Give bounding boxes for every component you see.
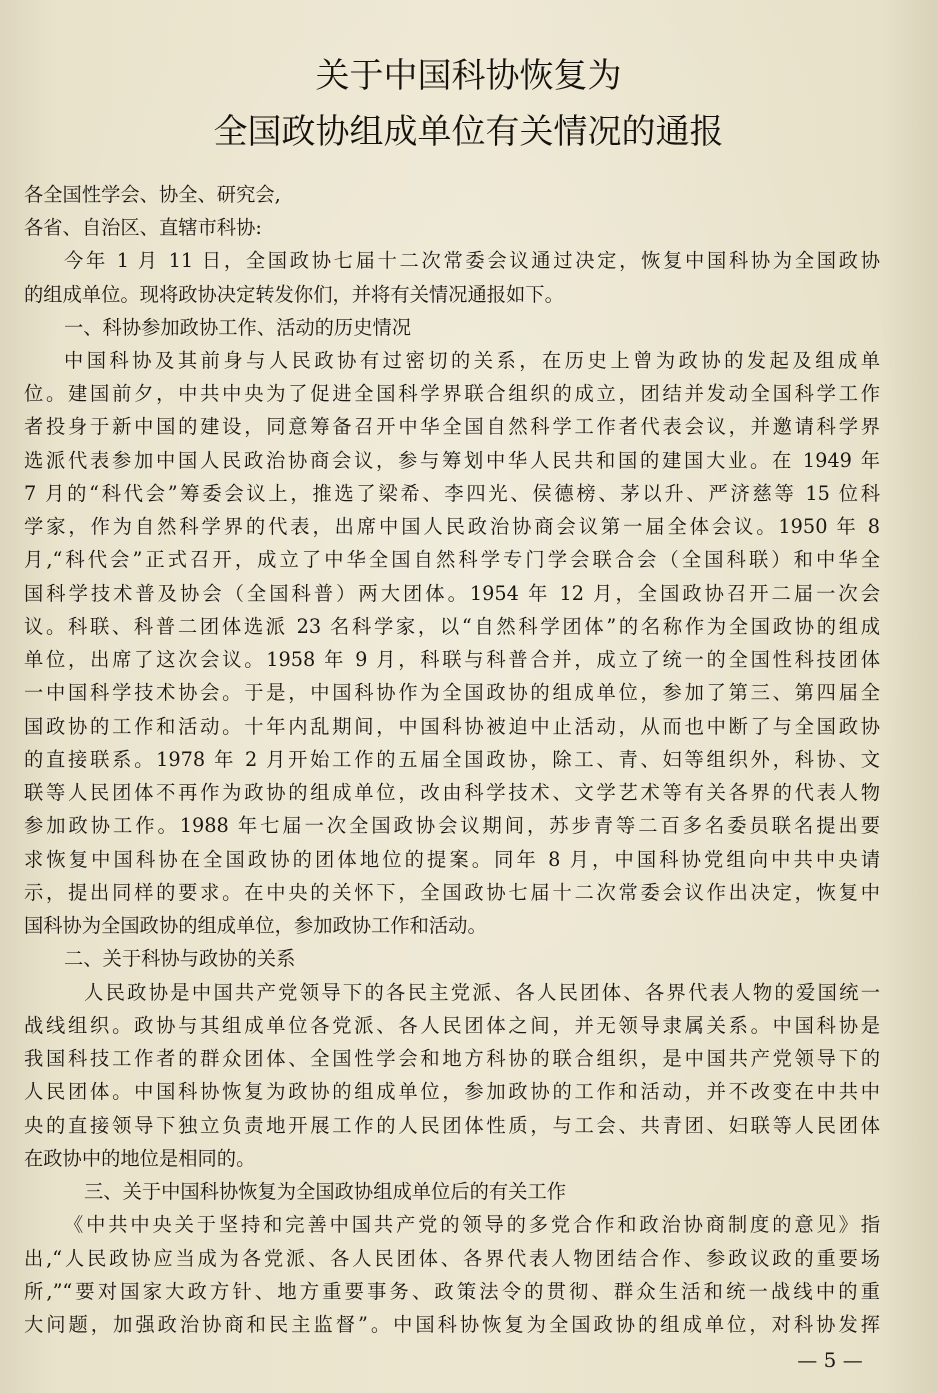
body-line: 战线组织。政协与其组成单位各党派、各人民团体之间，并无领导隶属关系。中国科协是 bbox=[24, 1014, 880, 1037]
document-title-line-2: 全国政协组成单位有关情况的通报 bbox=[213, 112, 724, 152]
section-heading-3: 三、关于中国科协恢复为全国政协组成单位后的有关工作 bbox=[84, 1180, 567, 1203]
document-title-line-1: 关于中国科协恢复为 bbox=[315, 56, 622, 96]
body-line: 者投身于新中国的建设，同意筹备召开中华全国自然科学工作者代表会议，并邀请科学界 bbox=[24, 415, 880, 438]
addressee-line-1: 各全国性学会、协全、研究会, bbox=[24, 183, 281, 206]
body-line: 央的直接领导下独立负责地开展工作的人民团体性质，与工会、共青团、妇联等人民团体 bbox=[24, 1114, 880, 1137]
body-line: 位。建国前夕，中共中央为了促进全国科学界联合组织的成立，团结并发动全国科学工作 bbox=[24, 382, 880, 405]
body-line: 国政协的工作和活动。十年内乱期间，中国科协被迫中止活动，从而也中断了与全国政协 bbox=[24, 715, 880, 738]
body-line: 大问题，加强政治协商和民主监督”。中国科协恢复为全国政协的组成单位，对科协发挥 bbox=[24, 1313, 880, 1336]
addressee-line-2: 各省、自治区、直辖市科协: bbox=[24, 216, 262, 239]
body-line: 求恢复中国科协在全国政协的团体地位的提案。同年 8 月，中国科协党组向中共中央请 bbox=[24, 848, 880, 871]
section-heading-1: 一、科协参加政协工作、活动的历史情况 bbox=[64, 316, 412, 339]
section-heading-2: 二、关于科协与政协的关系 bbox=[64, 947, 296, 970]
body-line: 学家，作为自然科学界的代表，出席中国人民政治协商会议第一届全体会议。1950 年 8 bbox=[24, 515, 880, 538]
body-line: 7 月的“科代会”筹委会议上，推选了梁希、李四光、侯德榜、茅以升、严济慈等 15 位科 bbox=[24, 482, 880, 505]
body-line: 选派代表参加中国人民政治协商会议，参与筹划中华人民共和国的建国大业。在 1949 年 bbox=[24, 449, 880, 472]
body-line: 联等人民团体不再作为政协的组成单位，改由科学技术、文学艺术等有关各界的代表人物 bbox=[24, 781, 880, 804]
body-line: 示，提出同样的要求。在中央的关怀下，全国政协七届十二次常委会议作出决定，恢复中 bbox=[24, 881, 880, 904]
body-line: 《中共中央关于坚持和完善中国共产党的领导的多党合作和政治协商制度的意见》指 bbox=[64, 1213, 880, 1236]
body-line: 在政协中的地位是相同的。 bbox=[24, 1147, 256, 1170]
body-line: 的组成单位。现将政协决定转发你们，并将有关情况通报如下。 bbox=[24, 283, 564, 306]
body-line: 中国科协及其前身与人民政协有过密切的关系，在历史上曾为政协的发起及组成单 bbox=[64, 349, 880, 372]
body-line: 国科协为全国政协的组成单位，参加政协工作和活动。 bbox=[24, 914, 487, 937]
body-line: 人民政协是中国共产党领导下的各民主党派、各人民团体、各界代表人物的爱国统一 bbox=[84, 981, 880, 1004]
body-line: 一中国科学技术协会。于是，中国科协作为全国政协的组成单位，参加了第三、第四届全 bbox=[24, 681, 880, 704]
body-line: 人民团体。中国科协恢复为政协的组成单位，参加政协的工作和活动，并不改变在中共中 bbox=[24, 1080, 880, 1103]
body-line: 国科学技术普及协会（全国科普）两大团体。1954 年 12 月，全国政协召开二届一次会 bbox=[24, 582, 880, 605]
page-number: — 5 — bbox=[797, 1348, 863, 1372]
body-line: 单位，出席了这次会议。1958 年 9 月，科联与科普合并，成立了统一的全国性科技团体 bbox=[24, 648, 880, 671]
body-line: 议。科联、科普二团体选派 23 名科学家，以“自然科学团体”的名称作为全国政协的组成 bbox=[24, 615, 880, 638]
body-line: 今年 1 月 11 日，全国政协七届十二次常委会议通过决定，恢复中国科协为全国政协 bbox=[64, 249, 880, 272]
body-line: 我国科技工作者的群众团体、全国性学会和地方科协的联合组织，是中国共产党领导下的 bbox=[24, 1047, 880, 1070]
body-line: 月,“科代会”正式召开，成立了中华全国自然科学专门学会联合会（全国科联）和中华全 bbox=[24, 548, 880, 571]
body-line: 参加政协工作。1988 年七届一次全国政协会议期间，苏步青等二百多名委员联名提出要 bbox=[24, 814, 880, 837]
body-line: 出,“人民政协应当成为各党派、各人民团体、各界代表人物团结合作、参政议政的重要场 bbox=[24, 1247, 880, 1270]
body-line: 所,”“要对国家大政方针、地方重要事务、政策法令的贯彻、群众生活和统一战线中的重 bbox=[24, 1280, 880, 1303]
body-line: 的直接联系。1978 年 2 月开始工作的五届全国政协，除工、青、妇等组织外，科协、文 bbox=[24, 748, 880, 771]
